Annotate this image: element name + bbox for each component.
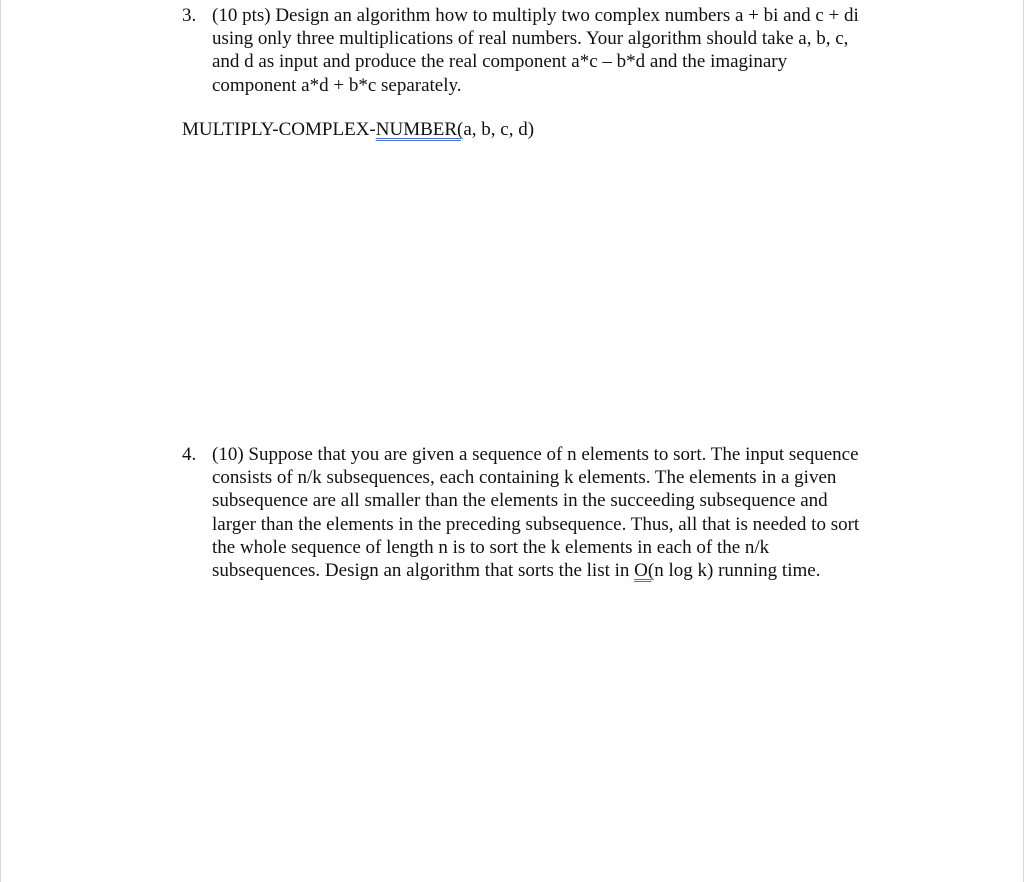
question-text [212, 4, 912, 97]
question-line: (10) Suppose that you are given a sequence of n elements to sort. The input sequence [212, 444, 859, 465]
question-number: 3. [182, 5, 197, 26]
grammar-flagged-text[interactable]: O( [634, 560, 655, 582]
function-signature [182, 118, 534, 141]
question-line: consists of n/k subsequences, each containing k elements. The elements in a given [212, 467, 837, 489]
signature-prefix: MULTIPLY-COMPLEX- [182, 119, 376, 140]
question-line: subsequence are all smaller than the elements in the succeeding subsequence and [212, 490, 828, 512]
question-line: the whole sequence of length n is to sort the k elements in each of the n/k [212, 536, 770, 558]
question-line: and d as input and produce the real component a*c – b*d and the imaginary [212, 51, 788, 73]
question-text [212, 443, 912, 582]
question-line: using only three multiplications of real numbers. Your algorithm should take a, b, c, [212, 28, 849, 50]
question-number: 4. [182, 444, 197, 465]
question-line: larger than the elements in the preceding subsequence. Thus, all that is needed to sort [212, 513, 860, 535]
signature-params: a, b, c, d) [463, 119, 535, 140]
last-line-end: n log k) running time. [654, 560, 821, 582]
question-line: (10 pts) Design an algorithm how to multiply two complex numbers a + bi and c + di [212, 5, 859, 26]
grammar-flagged-text[interactable]: NUMBER( [375, 119, 464, 140]
question-line [212, 559, 912, 582]
last-line-start: subsequences. Design an algorithm that sorts the list in [212, 560, 635, 582]
question-line: component a*d + b*c separately. [212, 74, 462, 96]
